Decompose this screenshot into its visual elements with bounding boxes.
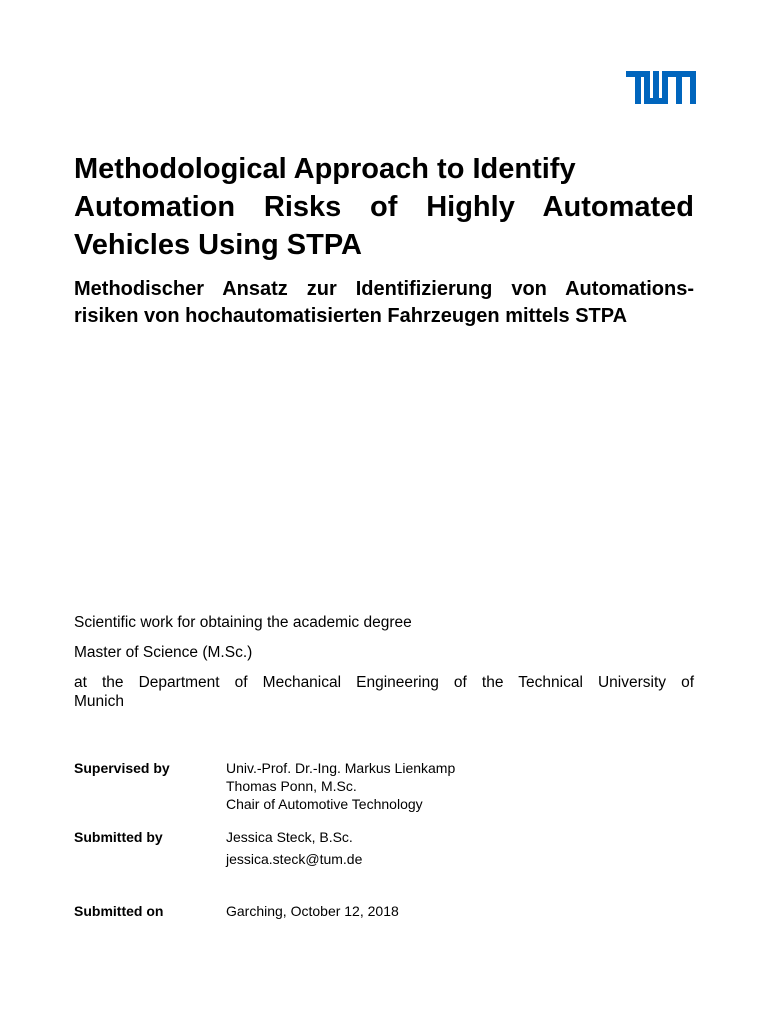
thesis-subtitle xyxy=(74,276,694,330)
department-line-1: at the Department of Mechanical Engineering of the Technical University of xyxy=(74,674,694,691)
degree-name: Master of Science (M.Sc.) xyxy=(74,644,253,661)
author xyxy=(226,828,362,868)
degree-intro: Scientific work for obtaining the academic degree xyxy=(74,614,412,631)
title-line-3: Vehicles Using STPA xyxy=(74,229,362,261)
tum-logo xyxy=(626,71,696,104)
supervisor-1: Univ.-Prof. Dr.-Ing. Markus Lienkamp xyxy=(226,760,456,776)
title-line-1: Methodological Approach to Identify xyxy=(74,153,576,185)
author-email: jessica.steck@tum.de xyxy=(226,851,363,867)
subtitle-line-1: Methodischer Ansatz zur Identifizierung von Automations- xyxy=(74,278,694,300)
author-name: Jessica Steck, B.Sc. xyxy=(226,829,353,845)
subtitle-line-2: risiken von hochautomatisierten Fahrzeugen mittels STPA xyxy=(74,305,628,327)
supervised-by-label: Supervised by xyxy=(74,760,170,776)
degree-department xyxy=(74,673,694,711)
submitted-by-label: Submitted by xyxy=(74,829,163,845)
department-line-2: Munich xyxy=(74,693,124,710)
submission-date: Garching, October 12, 2018 xyxy=(226,903,399,919)
thesis-title xyxy=(74,150,694,264)
title-line-2: Automation Risks of Highly Automated xyxy=(74,191,694,223)
chair-name: Chair of Automotive Technology xyxy=(226,796,423,812)
supervisors xyxy=(226,759,455,813)
submitted-on-label: Submitted on xyxy=(74,903,164,919)
supervisor-2: Thomas Ponn, M.Sc. xyxy=(226,778,357,794)
